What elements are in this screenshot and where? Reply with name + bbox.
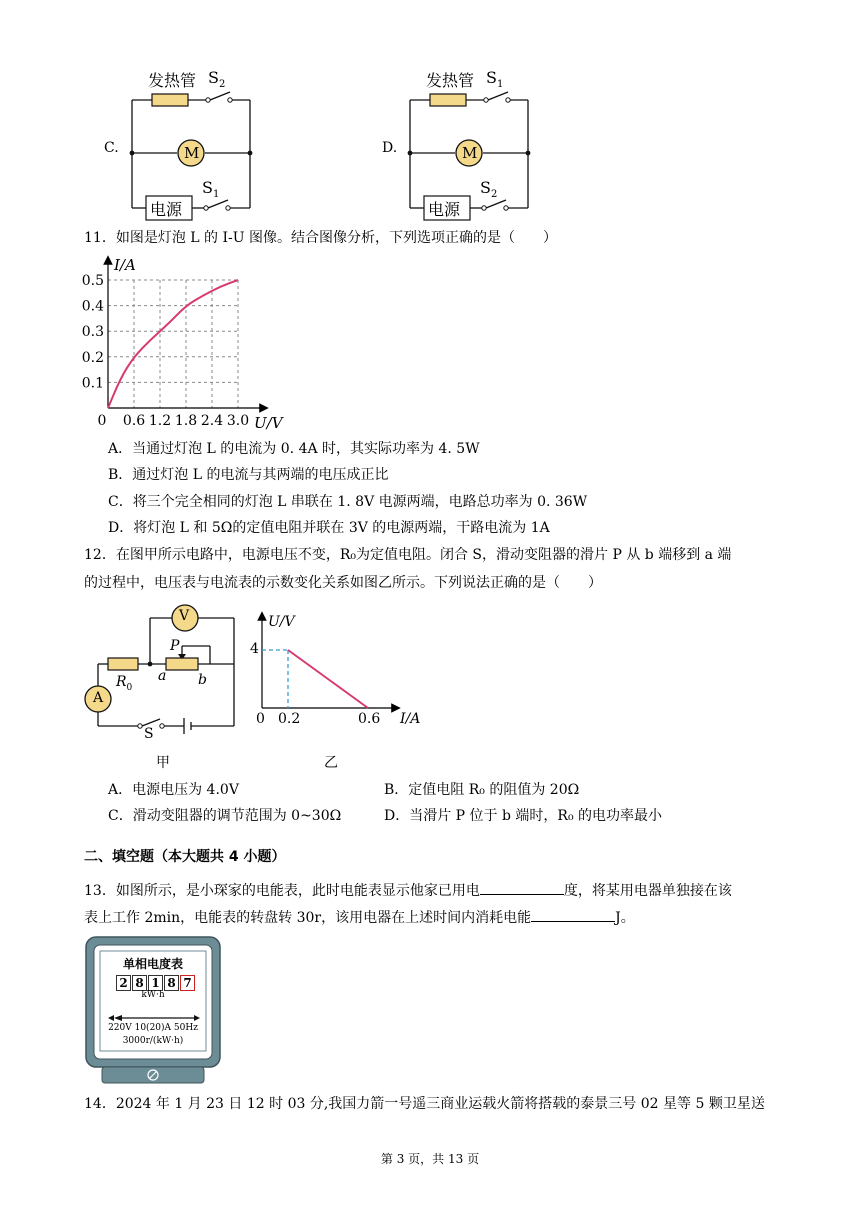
heater-label: 发热管 bbox=[426, 71, 475, 90]
power-label: 电源 bbox=[428, 200, 461, 219]
switch-s-label: S bbox=[144, 726, 154, 742]
yi-ylabel: U/V bbox=[268, 614, 295, 630]
motor-label: M bbox=[184, 144, 200, 162]
option-d-label: D. bbox=[382, 140, 398, 156]
yi-x1: 0.2 bbox=[278, 711, 301, 727]
figure-jia bbox=[80, 598, 250, 773]
end-b-label: b bbox=[198, 672, 207, 688]
q11-option-b: B．通过灯泡 L 的电流与其两端的电压成正比 bbox=[108, 467, 389, 483]
q11-option-c: C．将三个完全相同的灯泡 L 串联在 1. 8V 电源两端，电路总功率为 0. 36W bbox=[108, 494, 588, 510]
meter-digit: 8 bbox=[132, 975, 147, 991]
iu-chart bbox=[78, 252, 283, 432]
rheostat bbox=[166, 658, 198, 670]
iu-curve bbox=[108, 280, 238, 408]
x-tick-label: 0 bbox=[97, 413, 107, 429]
meter-title: 单相电度表 bbox=[122, 957, 183, 971]
q11-option-a: A．当通过灯泡 L 的电流为 0. 4A 时，其实际功率为 4. 5W bbox=[108, 441, 480, 457]
yi-origin: 0 bbox=[256, 711, 265, 727]
y-tick-label: 0.3 bbox=[81, 324, 104, 341]
q12-option-b: B．定值电阻 R₀ 的阻值为 20Ω bbox=[384, 782, 580, 798]
heater-label: 发热管 bbox=[148, 71, 197, 90]
meter-spec: 220V 10(20)A 50Hz bbox=[108, 1023, 198, 1033]
circuit-c bbox=[100, 62, 270, 222]
x-tick-label: 2.4 bbox=[200, 413, 224, 429]
x-tick-label: 0.6 bbox=[122, 413, 146, 429]
section-title: 二、填空题（本大题共 4 小题） bbox=[84, 849, 286, 865]
q14-text: 14．2024 年 1 月 23 日 12 时 03 分,我国力箭一号遥三商业运载火箭将搭载的泰景三号 02 星等 5 颗卫星送 bbox=[84, 1096, 765, 1112]
circuit-jia-drawing bbox=[80, 598, 250, 773]
meter-digit: 8 bbox=[164, 975, 179, 991]
resistor-r0 bbox=[108, 658, 138, 670]
figure-yi bbox=[250, 610, 430, 775]
switch-bottom-label: $S_2$ bbox=[480, 178, 498, 201]
circuit-d bbox=[378, 62, 548, 222]
figure-jia-caption: 甲 bbox=[156, 755, 170, 771]
end-a-label: a bbox=[158, 668, 167, 684]
figure-yi-caption: 乙 bbox=[324, 755, 338, 771]
q13-line1: 13．如图所示，是小琛家的电能表，此时电能表显示他家已用电 度，将某用电器单独接在该 bbox=[84, 880, 732, 901]
q13-blank-1[interactable] bbox=[480, 880, 564, 895]
q12-stem-line2: 的过程中，电压表与电流表的示数变化关系如图乙所示。下列说法正确的是（ ） bbox=[84, 575, 602, 591]
x-tick-label: 1.2 bbox=[148, 413, 172, 429]
switch-bottom-label: $S_1$ bbox=[202, 178, 220, 201]
yi-x2: 0.6 bbox=[358, 711, 381, 727]
yi-line bbox=[288, 650, 368, 708]
x-axis-label: U/V bbox=[254, 414, 283, 432]
q13-blank-2[interactable] bbox=[531, 907, 615, 922]
q12-option-a: A．电源电压为 4.0V bbox=[108, 782, 239, 798]
meter-unit: kW·h bbox=[141, 990, 165, 1000]
q12-stem-line1: 12．在图甲所示电路中，电源电压不变，R₀为定值电阻。闭合 S，滑动变阻器的滑片 P 从 b 端移到 a 端 bbox=[84, 547, 732, 563]
q13-line2: 表上工作 2min，电能表的转盘转 30r，该用电器在上述时间内消耗电能 J。 bbox=[84, 907, 635, 928]
x-tick-label: 1.8 bbox=[174, 413, 198, 429]
y-axis-label: I/A bbox=[114, 256, 136, 274]
meter-digit: 1 bbox=[148, 975, 163, 991]
switch-top-label: $S_1$ bbox=[486, 68, 504, 91]
meter-digits bbox=[116, 972, 196, 990]
y-tick-label: 0.1 bbox=[81, 375, 104, 392]
heater-resistor bbox=[430, 94, 466, 106]
yi-y-value: 4 bbox=[250, 641, 259, 657]
x-tick-label: 3.0 bbox=[226, 413, 250, 429]
q11-option-d: D．将灯泡 L 和 5Ω的定值电阻并联在 3V 的电源两端，干路电流为 1A bbox=[108, 520, 550, 536]
electric-meter bbox=[84, 935, 222, 1085]
switch-top-label: $S_2$ bbox=[208, 68, 226, 91]
power-label: 电源 bbox=[150, 200, 183, 219]
chart-grid bbox=[108, 280, 238, 408]
heater-resistor bbox=[152, 94, 188, 106]
motor-label: M bbox=[462, 144, 478, 162]
meter-digit: 7 bbox=[180, 975, 195, 991]
y-tick-label: 0.4 bbox=[81, 298, 104, 315]
yi-xlabel: I/A bbox=[400, 711, 421, 727]
meter-rate: 3000r/(kW·h) bbox=[122, 1036, 184, 1046]
y-tick-label: 0.2 bbox=[81, 349, 104, 366]
option-c-label: C. bbox=[104, 140, 119, 156]
r0-label: $R_0$ bbox=[116, 674, 133, 693]
q11-stem: 11．如图是灯泡 L 的 I-U 图像。结合图像分析，下列选项正确的是（ ） bbox=[84, 230, 557, 246]
page-footer: 第 3 页，共 13 页 bbox=[380, 1152, 480, 1166]
voltmeter-label: V bbox=[179, 608, 190, 624]
y-tick-label: 0.5 bbox=[81, 273, 104, 289]
q12-option-c: C．滑动变阻器的调节范围为 0~30Ω bbox=[108, 808, 342, 824]
slider-p-label: P bbox=[170, 638, 180, 654]
q12-option-d: D．当滑片 P 位于 b 端时，R₀ 的电功率最小 bbox=[384, 808, 663, 824]
meter-digit: 2 bbox=[116, 975, 131, 991]
ammeter-label: A bbox=[93, 690, 104, 706]
